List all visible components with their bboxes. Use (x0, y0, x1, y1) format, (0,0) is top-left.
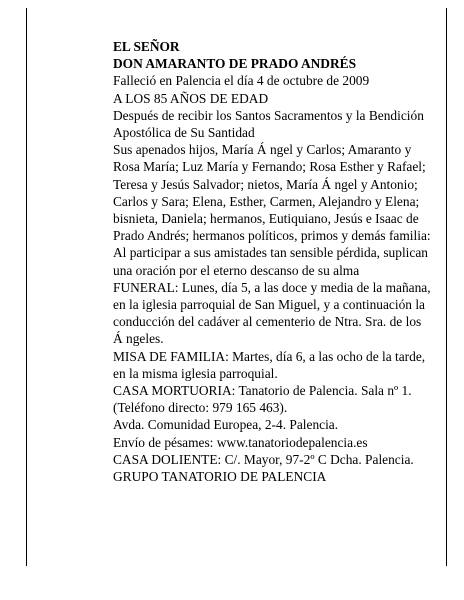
right-border-line (446, 8, 447, 566)
left-border-line (26, 8, 27, 566)
sacraments-line: Después de recibir los Santos Sacramentos y la Bendición Apostólica de Su Santidad (113, 107, 424, 141)
funeral-group: GRUPO TANATORIO DE PALENCIA (113, 469, 327, 485)
age-line: A LOS 85 AÑOS DE EDAD (113, 90, 269, 106)
family-paragraph: Sus apenados hijos, María Á ngel y Carlos; Amaranto y Rosa María; Luz María y Fernando; Rosa Esther y Rafael; Teresa y Jesús Salvador; nietos, María Á ngel y Antonio; Carlos y Sara; Elena, Esther, Carmen, Alejandro y Elena; bisnieta, Daniela; hermanos, Eutiquiano, Jesús e Isaac de Prado Andrés; hermanos políticos, primos y demás familia: (113, 142, 431, 244)
deceased-name: DON AMARANTO DE PRADO ANDRÉS (113, 56, 357, 72)
prayer-request: Al participar a sus amistades tan sensible pérdida, suplican una oración por el eterno descanso de su alma (113, 245, 428, 278)
condolences-line: Envío de pésames: www.tanatoriodepalencia.es (113, 434, 368, 450)
mourning-house: CASA DOLIENTE: C/. Mayor, 97-2º C Dcha. Palencia. (113, 451, 414, 467)
obituary-heading: EL SEÑOR (113, 39, 180, 54)
mortuary-address: Avda. Comunidad Europea, 2-4. Palencia. (113, 417, 339, 433)
mortuary-details: CASA MORTUORIA: Tanatorio de Palencia. Sala nº 1. (Teléfono directo: 979 165 463). (113, 383, 412, 416)
family-mass-details: MISA DE FAMILIA: Martes, día 6, a las ocho de la tarde, en la misma iglesia parroquial. (113, 348, 426, 381)
funeral-details: FUNERAL: Lunes, día 5, a las doce y media de la mañana, en la iglesia parroquial de San Miguel, y a continuación la conducción del cadáver al cementerio de Ntra. Sra. de los Á ngeles. (113, 279, 431, 347)
obituary-text (113, 38, 431, 485)
death-notice: Falleció en Palencia el día 4 de octubre de 2009 (113, 73, 370, 89)
